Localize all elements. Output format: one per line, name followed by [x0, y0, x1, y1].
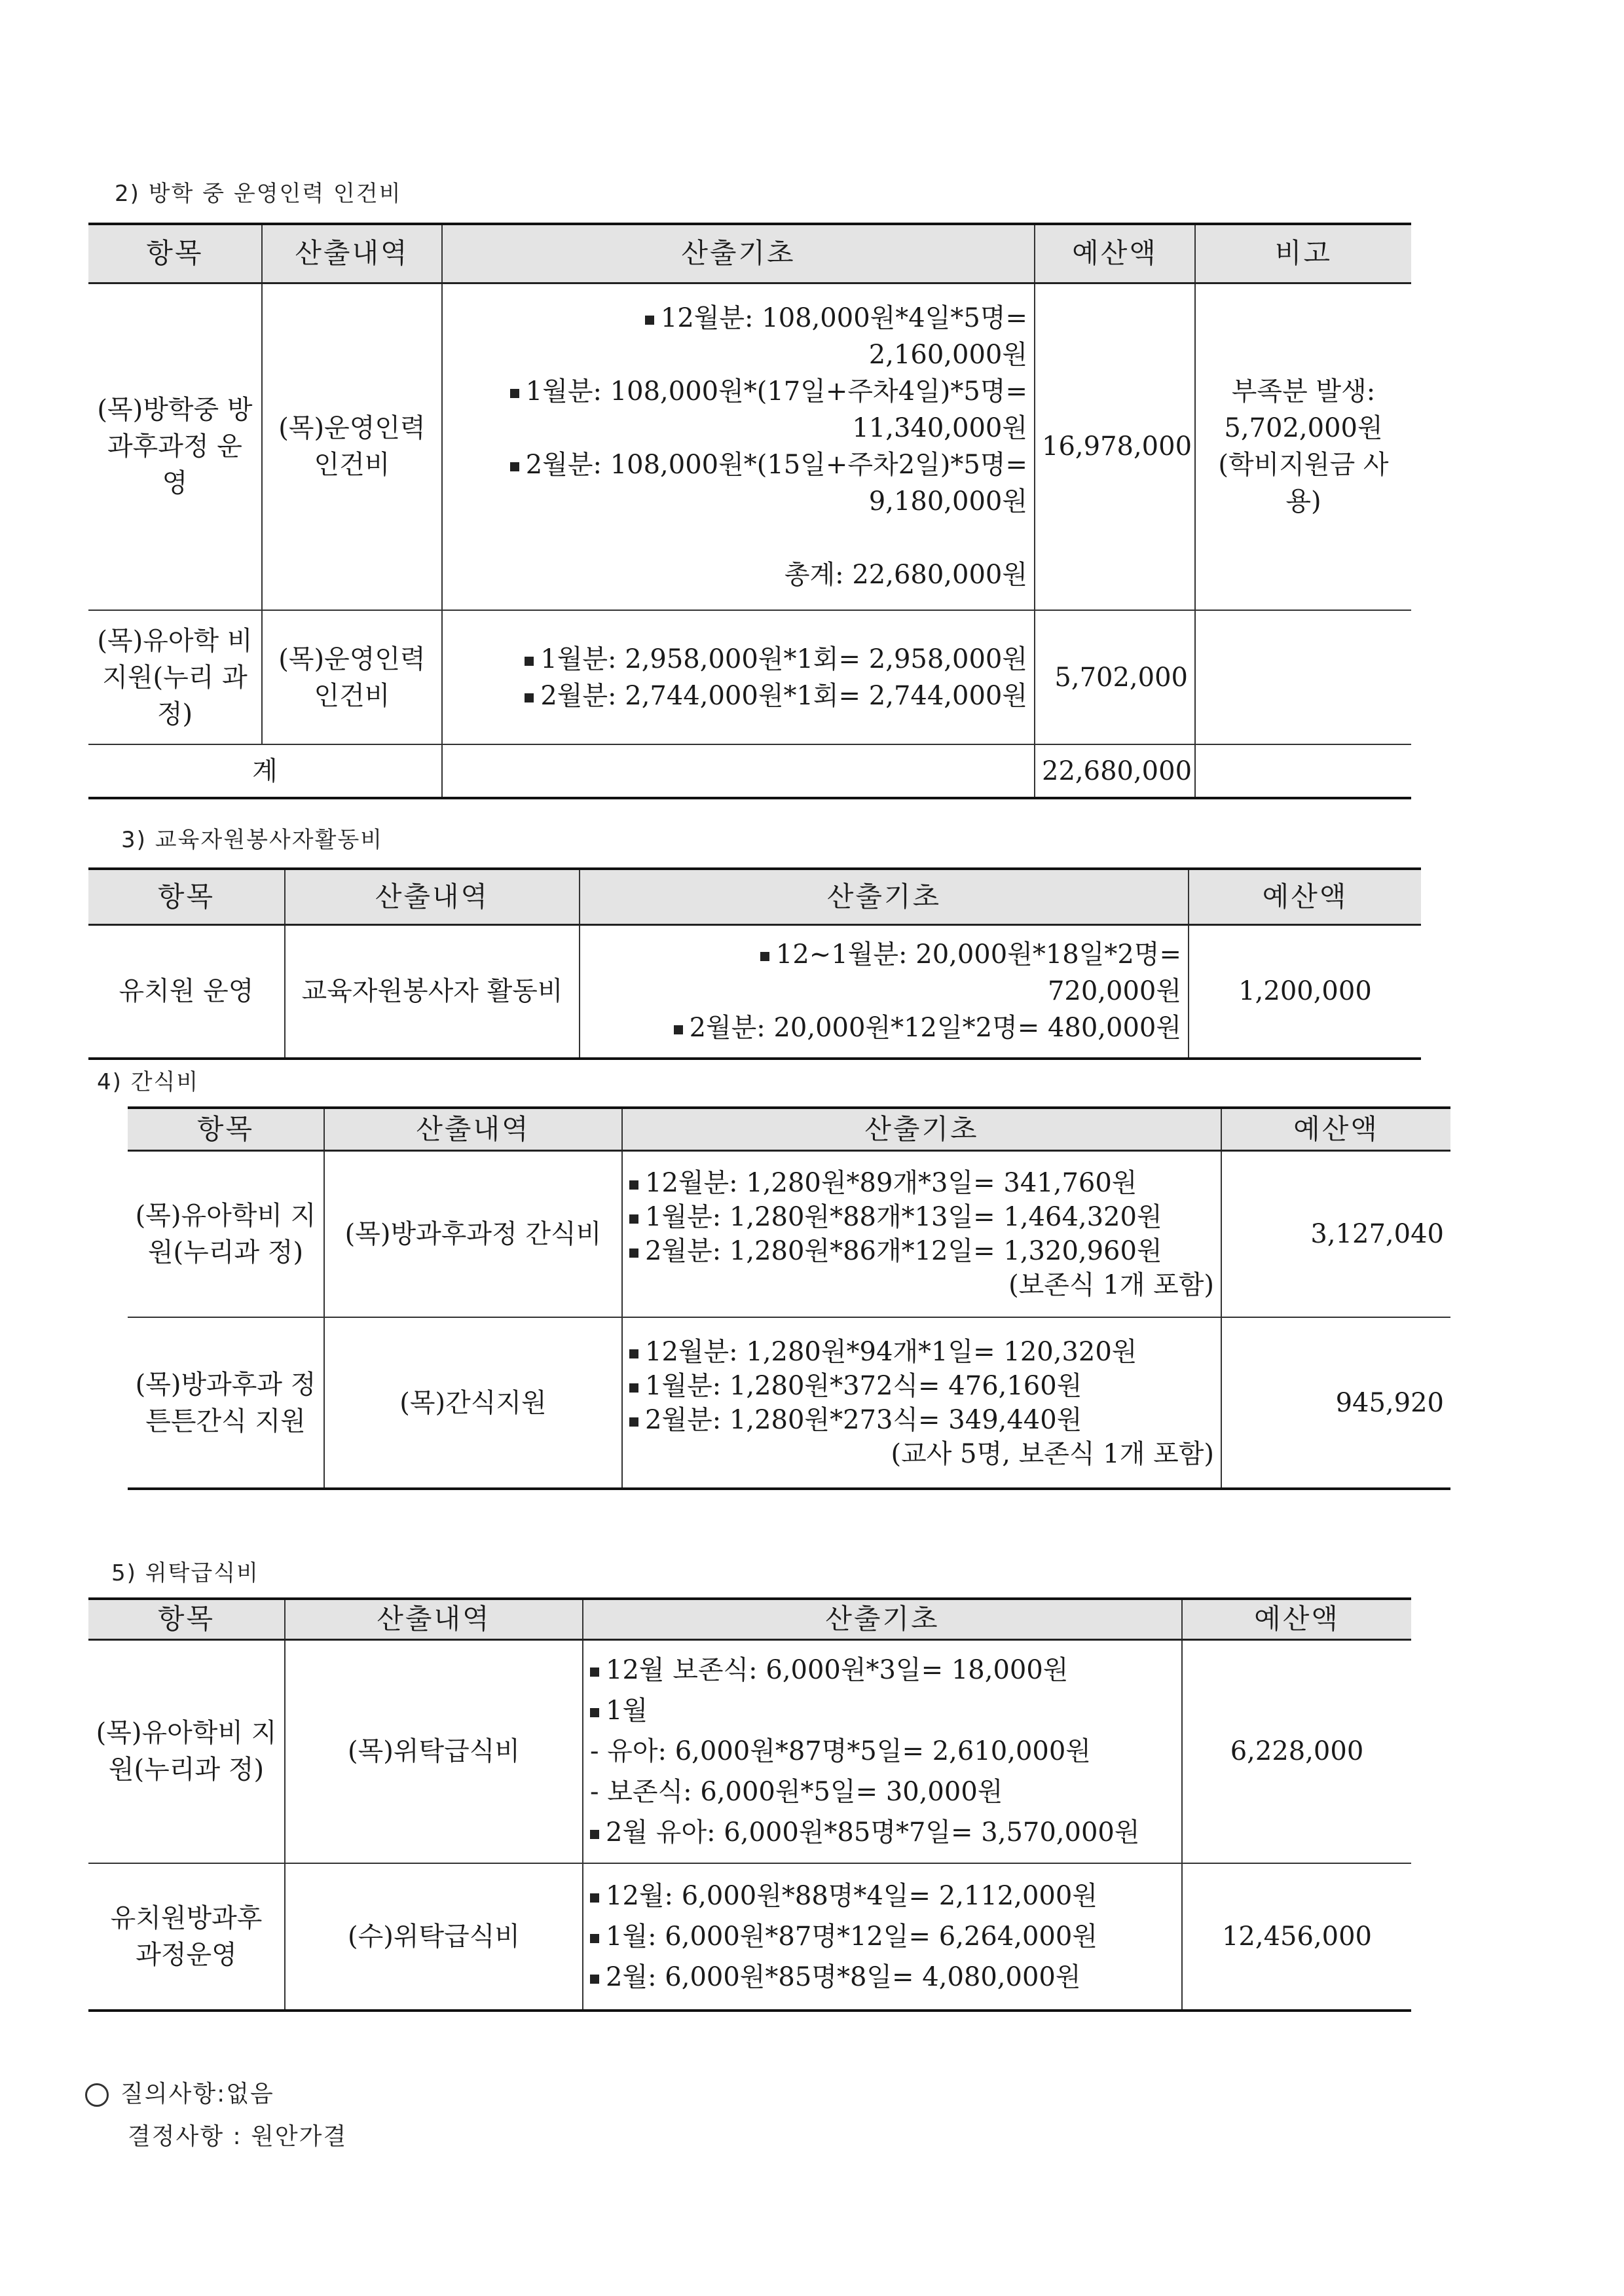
- header-basis: 산출기초: [442, 224, 1035, 283]
- budget-cell: 3,127,040: [1221, 1150, 1450, 1317]
- bullet-icon: [525, 693, 534, 702]
- bullet-icon: [510, 389, 519, 398]
- basis-cell: 12월분: 1,280원*89개*3일= 341,760원 1월분: 1,280원*88개*13일= 1,464,320원 2월분: 1,280원*86개*12일= 1,320,960원 (보존식 1개 포함): [622, 1150, 1221, 1317]
- budget-cell: 6,228,000: [1182, 1639, 1411, 1863]
- header-budget: 예산액: [1035, 224, 1195, 283]
- header-item: 항목: [88, 869, 285, 924]
- bullet-icon: [760, 952, 769, 961]
- labor-cost-table: [88, 223, 1411, 799]
- item-cell: 유치원 운영: [88, 924, 285, 1059]
- detail-cell: (목)위탁급식비: [285, 1639, 583, 1863]
- header-budget: 예산액: [1189, 869, 1421, 924]
- item-cell: (목)유아학비 지원(누리과 정): [88, 1639, 285, 1863]
- item-cell: (목)유아학비 지원(누리과 정): [128, 1150, 324, 1317]
- table-row: [88, 610, 1411, 744]
- item-cell: (목)방학중 방과후과정 운영: [88, 283, 262, 610]
- budget-cell: 12,456,000: [1182, 1863, 1411, 2011]
- table-row: [128, 1150, 1450, 1317]
- header-detail: 산출내역: [285, 869, 580, 924]
- volunteer-cost-table: [88, 867, 1421, 1060]
- section-5-title: 5) 위탁급식비: [111, 1560, 259, 1586]
- budget-cell: 1,200,000: [1189, 924, 1421, 1059]
- basis-cell: 12~1월분: 20,000원*18일*2명= 720,000원 2월분: 20,000원*12일*2명= 480,000원: [580, 924, 1189, 1059]
- basis-cell: [442, 744, 1035, 798]
- decision-line: 결정사항 : 원안가결: [128, 2123, 348, 2150]
- bullet-icon: [590, 1975, 599, 1984]
- note-cell: [1195, 610, 1411, 744]
- bullet-icon: [629, 1383, 638, 1393]
- basis-cell: 12월: 6,000원*88명*4일= 2,112,000원 1월: 6,000원*87명*12일= 6,264,000원 2월: 6,000원*85명*8일= 4,080,000원: [583, 1863, 1182, 2011]
- circle-bullet-icon: [85, 2083, 109, 2107]
- total-row: [88, 744, 1411, 798]
- section-4-title: 4) 간식비: [97, 1069, 200, 1095]
- detail-cell: (목)간식지원: [324, 1317, 622, 1489]
- header-basis: 산출기초: [622, 1108, 1221, 1150]
- section-3-title: 3) 교육자원봉사자활동비: [121, 827, 384, 853]
- budget-cell: 945,920: [1221, 1317, 1450, 1489]
- bullet-icon: [590, 1893, 599, 1903]
- header-note: 비고: [1195, 224, 1411, 283]
- header-item: 항목: [88, 224, 262, 283]
- detail-cell: (목)운영인력 인건비: [262, 283, 442, 610]
- bullet-icon: [629, 1248, 638, 1258]
- bullet-icon: [590, 1708, 599, 1717]
- bullet-icon: [590, 1934, 599, 1943]
- note-cell: [1195, 744, 1411, 798]
- table-header: [88, 224, 1411, 283]
- table-row: [128, 1317, 1450, 1489]
- header-budget: 예산액: [1221, 1108, 1450, 1150]
- item-cell: 유치원방과후 과정운영: [88, 1863, 285, 2011]
- inquiry-line: 질의사항:없음: [85, 2075, 274, 2109]
- basis-cell: 12월분: 1,280원*94개*1일= 120,320원 1월분: 1,280원*372식= 476,160원 2월분: 1,280원*273식= 349,440원 (교사 5명, 보존식 1개 포함): [622, 1317, 1221, 1489]
- bullet-icon: [590, 1830, 599, 1839]
- snack-cost-table: [128, 1106, 1450, 1490]
- bullet-icon: [510, 462, 519, 471]
- budget-cell: 16,978,000: [1035, 283, 1195, 610]
- header-budget: 예산액: [1182, 1599, 1411, 1639]
- bullet-icon: [629, 1417, 638, 1427]
- header-detail: 산출내역: [285, 1599, 583, 1639]
- table-header: [88, 869, 1421, 924]
- bullet-icon: [590, 1667, 599, 1677]
- table-row: [88, 924, 1421, 1059]
- total-label: 계: [88, 744, 442, 798]
- table-row: [88, 283, 1411, 610]
- bullet-icon: [645, 316, 654, 325]
- bullet-icon: [629, 1180, 638, 1190]
- header-detail: 산출내역: [262, 224, 442, 283]
- catering-cost-table: [88, 1597, 1411, 2012]
- table-row: [88, 1639, 1411, 1863]
- total-value: 22,680,000: [1035, 744, 1195, 798]
- header-basis: 산출기초: [583, 1599, 1182, 1639]
- detail-cell: (목)운영인력 인건비: [262, 610, 442, 744]
- basis-cell: 12월분: 108,000원*4일*5명= 2,160,000원 1월분: 108,000원*(17일+주차4일)*5명= 11,340,000원 2월분: 108,000원*(15일+주차2일)*5명= 9,180,000원 총계: 22,680,000원: [442, 283, 1035, 610]
- bullet-icon: [629, 1214, 638, 1224]
- basis-cell: 12월 보존식: 6,000원*3일= 18,000원 1월 - 유아: 6,000원*87명*5일= 2,610,000원 - 보존식: 6,000원*5일= 30,000원 2월 유아: 6,000원*85명*7일= 3,570,000원: [583, 1639, 1182, 1863]
- section-2-title: 2) 방학 중 운영인력 인건비: [115, 181, 402, 207]
- header-item: 항목: [88, 1599, 285, 1639]
- item-cell: (목)유아학 비지원(누리 과정): [88, 610, 262, 744]
- note-cell: 부족분 발생: 5,702,000원 (학비지원금 사용): [1195, 283, 1411, 610]
- detail-cell: 교육자원봉사자 활동비: [285, 924, 580, 1059]
- detail-cell: (목)방과후과정 간식비: [324, 1150, 622, 1317]
- budget-cell: 5,702,000: [1035, 610, 1195, 744]
- table-header: [88, 1599, 1411, 1639]
- bullet-icon: [674, 1025, 683, 1034]
- header-basis: 산출기초: [580, 869, 1189, 924]
- basis-cell: 1월분: 2,958,000원*1회= 2,958,000원 2월분: 2,744,000원*1회= 2,744,000원: [442, 610, 1035, 744]
- table-header: [128, 1108, 1450, 1150]
- header-detail: 산출내역: [324, 1108, 622, 1150]
- table-row: [88, 1863, 1411, 2011]
- bullet-icon: [525, 657, 534, 666]
- header-item: 항목: [128, 1108, 324, 1150]
- item-cell: (목)방과후과 정 튼튼간식 지원: [128, 1317, 324, 1489]
- bullet-icon: [629, 1349, 638, 1358]
- detail-cell: (수)위탁급식비: [285, 1863, 583, 2011]
